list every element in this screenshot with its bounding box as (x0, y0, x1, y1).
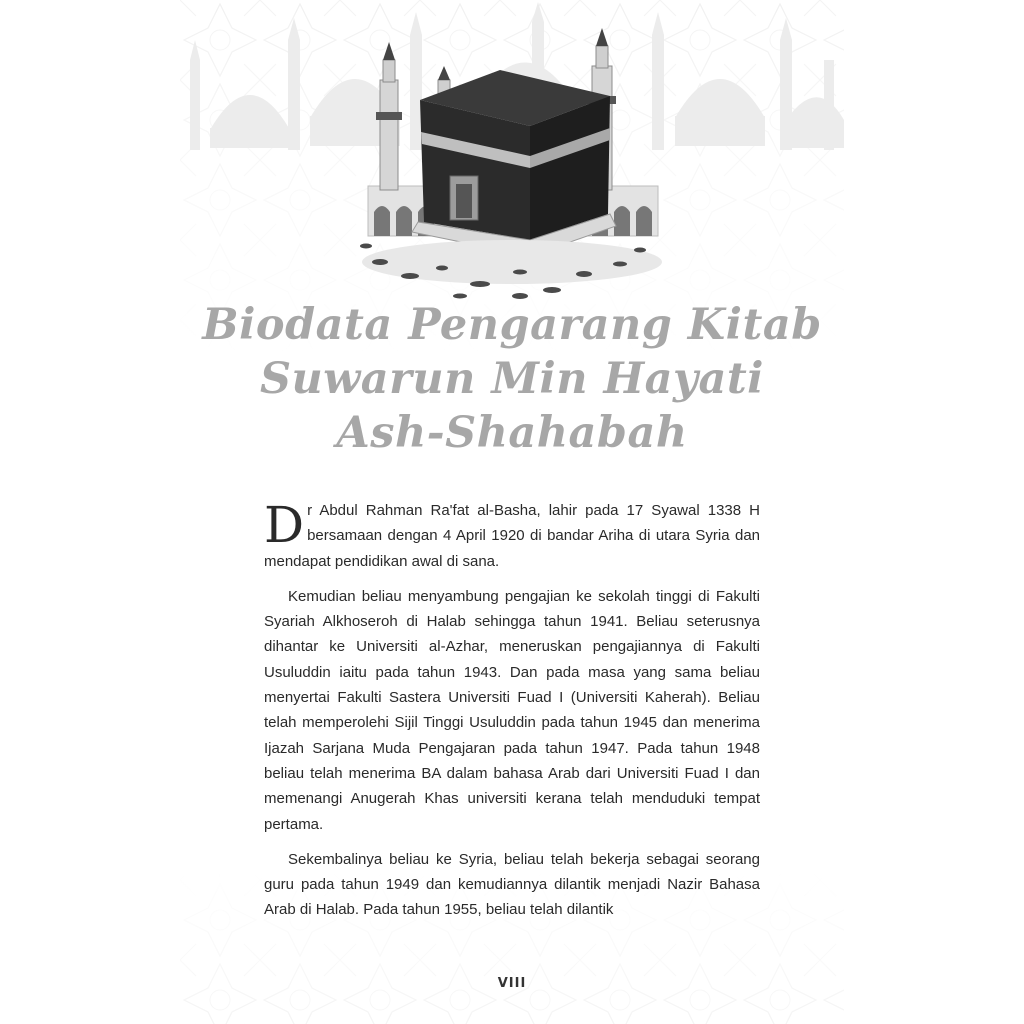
paragraph-1-text: r Abdul Rahman Ra'fat al-Basha, lahir pada 17 Syawal 1338 H bersamaan dengan 4 April 1920 di bandar Ariha di utara Syria dan mendapat pendidikan awal di sana. (264, 502, 760, 570)
kaaba-mosque-illustration (180, 0, 844, 310)
chapter-title (180, 298, 844, 460)
title-line-3: Ash-Shahabah (336, 408, 688, 458)
paragraph-1 (264, 498, 760, 574)
title-line-1: Biodata Pengarang Kitab (202, 300, 822, 350)
paragraph-2: Kemudian beliau menyambung pengajian ke sekolah tinggi di Fakulti Syariah Alkhoseroh di Halab sehingga tahun 1941. Beliau seterusnya dihantar ke Universiti al-Azhar, meneruskan pengajiannya di Fakulti Usuluddin iaitu pada tahun 1943. Dan pada masa yang sama beliau menyertai Fakulti Sastera Universiti Fuad I (Universiti Kaherah). Beliau telah memperolehi Sijil Tinggi Usuluddin pada tahun 1945 dan menerima Ijazah Sarjana Muda Pengajaran pada tahun 1947. Pada tahun 1948 beliau telah menerima BA dalam bahasa Arab dari Universiti Fuad I dan memenangi Anugerah Khas universiti kerana telah menduduki tempat pertama. (264, 587, 760, 833)
title-line-2: Suwarun Min Hayati (259, 354, 765, 404)
drop-cap: D (264, 496, 305, 554)
body-text (264, 498, 760, 933)
book-page (180, 0, 844, 1024)
paragraph-3: Sekembalinya beliau ke Syria, beliau telah bekerja sebagai seorang guru pada tahun 1949 dan kemudiannya dilantik menjadi Nazir Bahasa Arab di Halab. Pada tahun 1955, beliau telah dilantik (264, 850, 760, 919)
page-number: VIII (497, 976, 527, 991)
